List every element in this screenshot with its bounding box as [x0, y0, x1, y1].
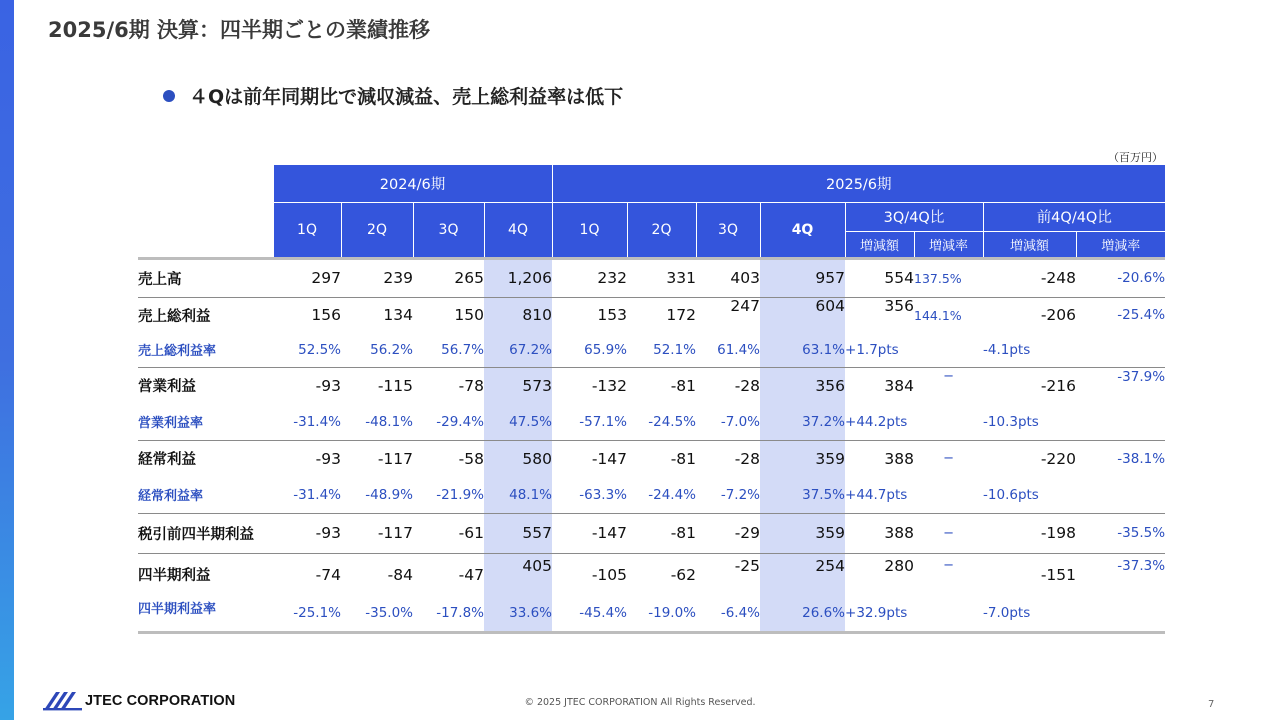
cell: -10.6pts — [983, 486, 1039, 503]
cell: -31.4% — [293, 486, 341, 503]
cell: 247 — [696, 297, 760, 333]
cell: -28 — [696, 367, 760, 404]
cell: 156 — [273, 297, 341, 333]
quarterly-results-table — [138, 165, 1165, 634]
cell: 153 — [552, 297, 627, 333]
row-ordinary-profit — [138, 440, 1165, 477]
row-label: 売上高 — [138, 258, 273, 297]
header-corner — [138, 165, 273, 258]
cell: 573 — [484, 367, 552, 404]
header-2024-2q: 2Q — [341, 202, 413, 258]
cell: 557 — [484, 513, 552, 553]
cell: +32.9pts — [845, 596, 914, 632]
left-accent-bar — [0, 0, 14, 720]
row-label: 経常利益 — [138, 440, 273, 477]
header-2025-2q: 2Q — [627, 202, 696, 258]
cell: -7.2% — [720, 486, 761, 503]
cell: -10.3pts — [983, 413, 1039, 430]
cell: 26.6% — [760, 596, 845, 632]
cell: -220 — [983, 440, 1076, 477]
header-2024-1q: 1Q — [273, 202, 341, 258]
header-2025-4q: 4Q — [760, 202, 845, 258]
cell: -151 — [983, 553, 1076, 596]
cell: -206 — [983, 297, 1076, 333]
header-2024-3q: 3Q — [413, 202, 484, 258]
row-label: 営業利益率 — [138, 416, 204, 432]
cell: -132 — [552, 367, 627, 404]
cell: 65.9% — [584, 341, 628, 358]
cell: -7.0% — [720, 413, 761, 430]
cell: 331 — [627, 258, 696, 297]
row-label: 営業利益 — [138, 367, 273, 404]
cell: +44.7pts — [845, 486, 908, 503]
cell: -17.8% — [413, 596, 484, 632]
cell — [914, 333, 983, 367]
cell: 63.1% — [760, 333, 845, 367]
cell: -48.9% — [365, 486, 413, 503]
cell: 384 — [845, 367, 914, 404]
cell: -31.4% — [293, 413, 341, 430]
cell: 150 — [413, 297, 484, 333]
cell: 810 — [484, 297, 552, 333]
cell: -47 — [413, 553, 484, 596]
cell: − — [914, 553, 983, 596]
cell: -7.0pts — [983, 596, 1165, 632]
header-2025-1q: 1Q — [552, 202, 627, 258]
cell: -45.4% — [552, 596, 627, 632]
summary-bullet — [163, 82, 623, 109]
summary-text: ４Qは前年同期比で減収減益、売上総利益率は低下 — [189, 86, 624, 108]
cell: 356 — [760, 367, 845, 404]
cell: -25.4% — [1076, 297, 1165, 333]
row-pretax-profit — [138, 513, 1165, 553]
row-label: 経常利益率 — [138, 489, 204, 505]
cell: -58 — [413, 440, 484, 477]
header-prev-amount: 増減額 — [983, 231, 1076, 258]
cell: 48.1% — [484, 477, 552, 513]
cell: -115 — [341, 367, 413, 404]
cell: − — [914, 513, 983, 553]
cell: 232 — [552, 258, 627, 297]
cell: -105 — [552, 553, 627, 596]
cell: -93 — [273, 367, 341, 404]
header-q3q4-rate: 増減率 — [914, 231, 983, 258]
row-label: 四半期利益率 — [138, 596, 273, 632]
cell: -81 — [627, 513, 696, 553]
cell: -29 — [696, 513, 760, 553]
cell: 359 — [760, 513, 845, 553]
page-title: 2025/6期 決算：四半期ごとの業績推移 — [48, 18, 431, 42]
cell: 356 — [845, 297, 914, 333]
cell: 52.1% — [653, 341, 697, 358]
cell: -81 — [627, 367, 696, 404]
row-sales — [138, 258, 1165, 297]
cell — [914, 477, 983, 513]
cell: -81 — [627, 440, 696, 477]
row-operating-profit — [138, 367, 1165, 404]
row-label: 売上総利益率 — [138, 344, 217, 360]
cell: -28 — [696, 440, 760, 477]
cell: 403 — [696, 258, 760, 297]
unit-label: （百万円） — [1108, 151, 1163, 164]
header-2025-3q: 3Q — [696, 202, 760, 258]
cell: 144.1% — [914, 297, 983, 333]
cell: -84 — [341, 553, 413, 596]
cell: 61.4% — [717, 341, 761, 358]
cell: -117 — [341, 513, 413, 553]
cell: 33.6% — [484, 596, 552, 632]
cell: 172 — [627, 297, 696, 333]
cell: -93 — [273, 513, 341, 553]
row-net-profit — [138, 553, 1165, 596]
cell: 580 — [484, 440, 552, 477]
cell: -78 — [413, 367, 484, 404]
cell: -37.3% — [1076, 553, 1165, 596]
cell: -20.6% — [1076, 258, 1165, 297]
row-label: 税引前四半期利益 — [138, 513, 273, 553]
cell: 137.5% — [914, 258, 983, 297]
cell: -24.5% — [648, 413, 697, 430]
cell: 56.7% — [441, 341, 484, 358]
cell: -35.5% — [1076, 513, 1165, 553]
cell: -248 — [983, 258, 1076, 297]
cell: -63.3% — [579, 486, 628, 503]
cell: 388 — [845, 513, 914, 553]
header-fy2024: 2024/6期 — [273, 165, 552, 202]
cell: 554 — [845, 258, 914, 297]
bullet-dot-icon — [163, 90, 175, 102]
cell: -147 — [552, 440, 627, 477]
row-label: 売上総利益 — [138, 297, 273, 333]
cell: -147 — [552, 513, 627, 553]
cell: -93 — [273, 440, 341, 477]
cell: 254 — [760, 553, 845, 596]
cell: -198 — [983, 513, 1076, 553]
header-prev4q: 前4Q/4Q比 — [983, 202, 1165, 231]
row-operating-margin — [138, 404, 1165, 440]
cell: -21.9% — [436, 486, 484, 503]
cell: 957 — [760, 258, 845, 297]
row-label: 四半期利益 — [138, 553, 273, 596]
cell: -6.4% — [696, 596, 760, 632]
cell: 297 — [273, 258, 341, 297]
cell: +44.2pts — [845, 413, 908, 430]
cell: -25 — [696, 553, 760, 596]
cell: 359 — [760, 440, 845, 477]
cell: -24.4% — [648, 486, 697, 503]
cell — [914, 596, 983, 632]
cell: -25.1% — [273, 596, 341, 632]
cell: 1,206 — [484, 258, 552, 297]
cell — [914, 404, 983, 440]
cell: 52.5% — [298, 341, 341, 358]
cell: − — [914, 367, 983, 404]
cell: 265 — [413, 258, 484, 297]
cell: -48.1% — [365, 413, 413, 430]
cell: − — [914, 440, 983, 477]
cell: 37.5% — [760, 477, 845, 513]
cell: 134 — [341, 297, 413, 333]
cell: -117 — [341, 440, 413, 477]
row-ordinary-margin — [138, 477, 1165, 513]
row-gross-margin — [138, 333, 1165, 367]
cell: -4.1pts — [983, 341, 1031, 358]
cell: -57.1% — [579, 413, 628, 430]
copyright-text: © 2025 JTEC CORPORATION All Rights Reserved. — [524, 697, 756, 708]
row-net-margin — [138, 596, 1165, 632]
cell: -37.9% — [1076, 367, 1165, 404]
cell: 239 — [341, 258, 413, 297]
cell: -61 — [413, 513, 484, 553]
cell: 280 — [845, 553, 914, 596]
cell: -74 — [273, 553, 341, 596]
cell: 604 — [760, 297, 845, 333]
header-fy2025: 2025/6期 — [552, 165, 1165, 202]
cell: 37.2% — [760, 404, 845, 440]
cell: -19.0% — [627, 596, 696, 632]
cell: -29.4% — [436, 413, 484, 430]
cell: 405 — [484, 553, 552, 596]
row-gross-profit — [138, 297, 1165, 333]
logo-text: JTEC CORPORATION — [85, 693, 236, 709]
header-q3q4: 3Q/4Q比 — [845, 202, 983, 231]
cell: -62 — [627, 553, 696, 596]
cell: 388 — [845, 440, 914, 477]
cell: +1.7pts — [845, 341, 899, 358]
cell: 47.5% — [484, 404, 552, 440]
header-2024-4q: 4Q — [484, 202, 552, 258]
cell: 56.2% — [370, 341, 413, 358]
cell: -216 — [983, 367, 1076, 404]
cell: -35.0% — [341, 596, 413, 632]
header-q3q4-amount: 増減額 — [845, 231, 914, 258]
cell: -38.1% — [1076, 440, 1165, 477]
page-number: 7 — [1208, 699, 1215, 710]
header-prev-rate: 増減率 — [1076, 231, 1165, 258]
cell: 67.2% — [484, 333, 552, 367]
